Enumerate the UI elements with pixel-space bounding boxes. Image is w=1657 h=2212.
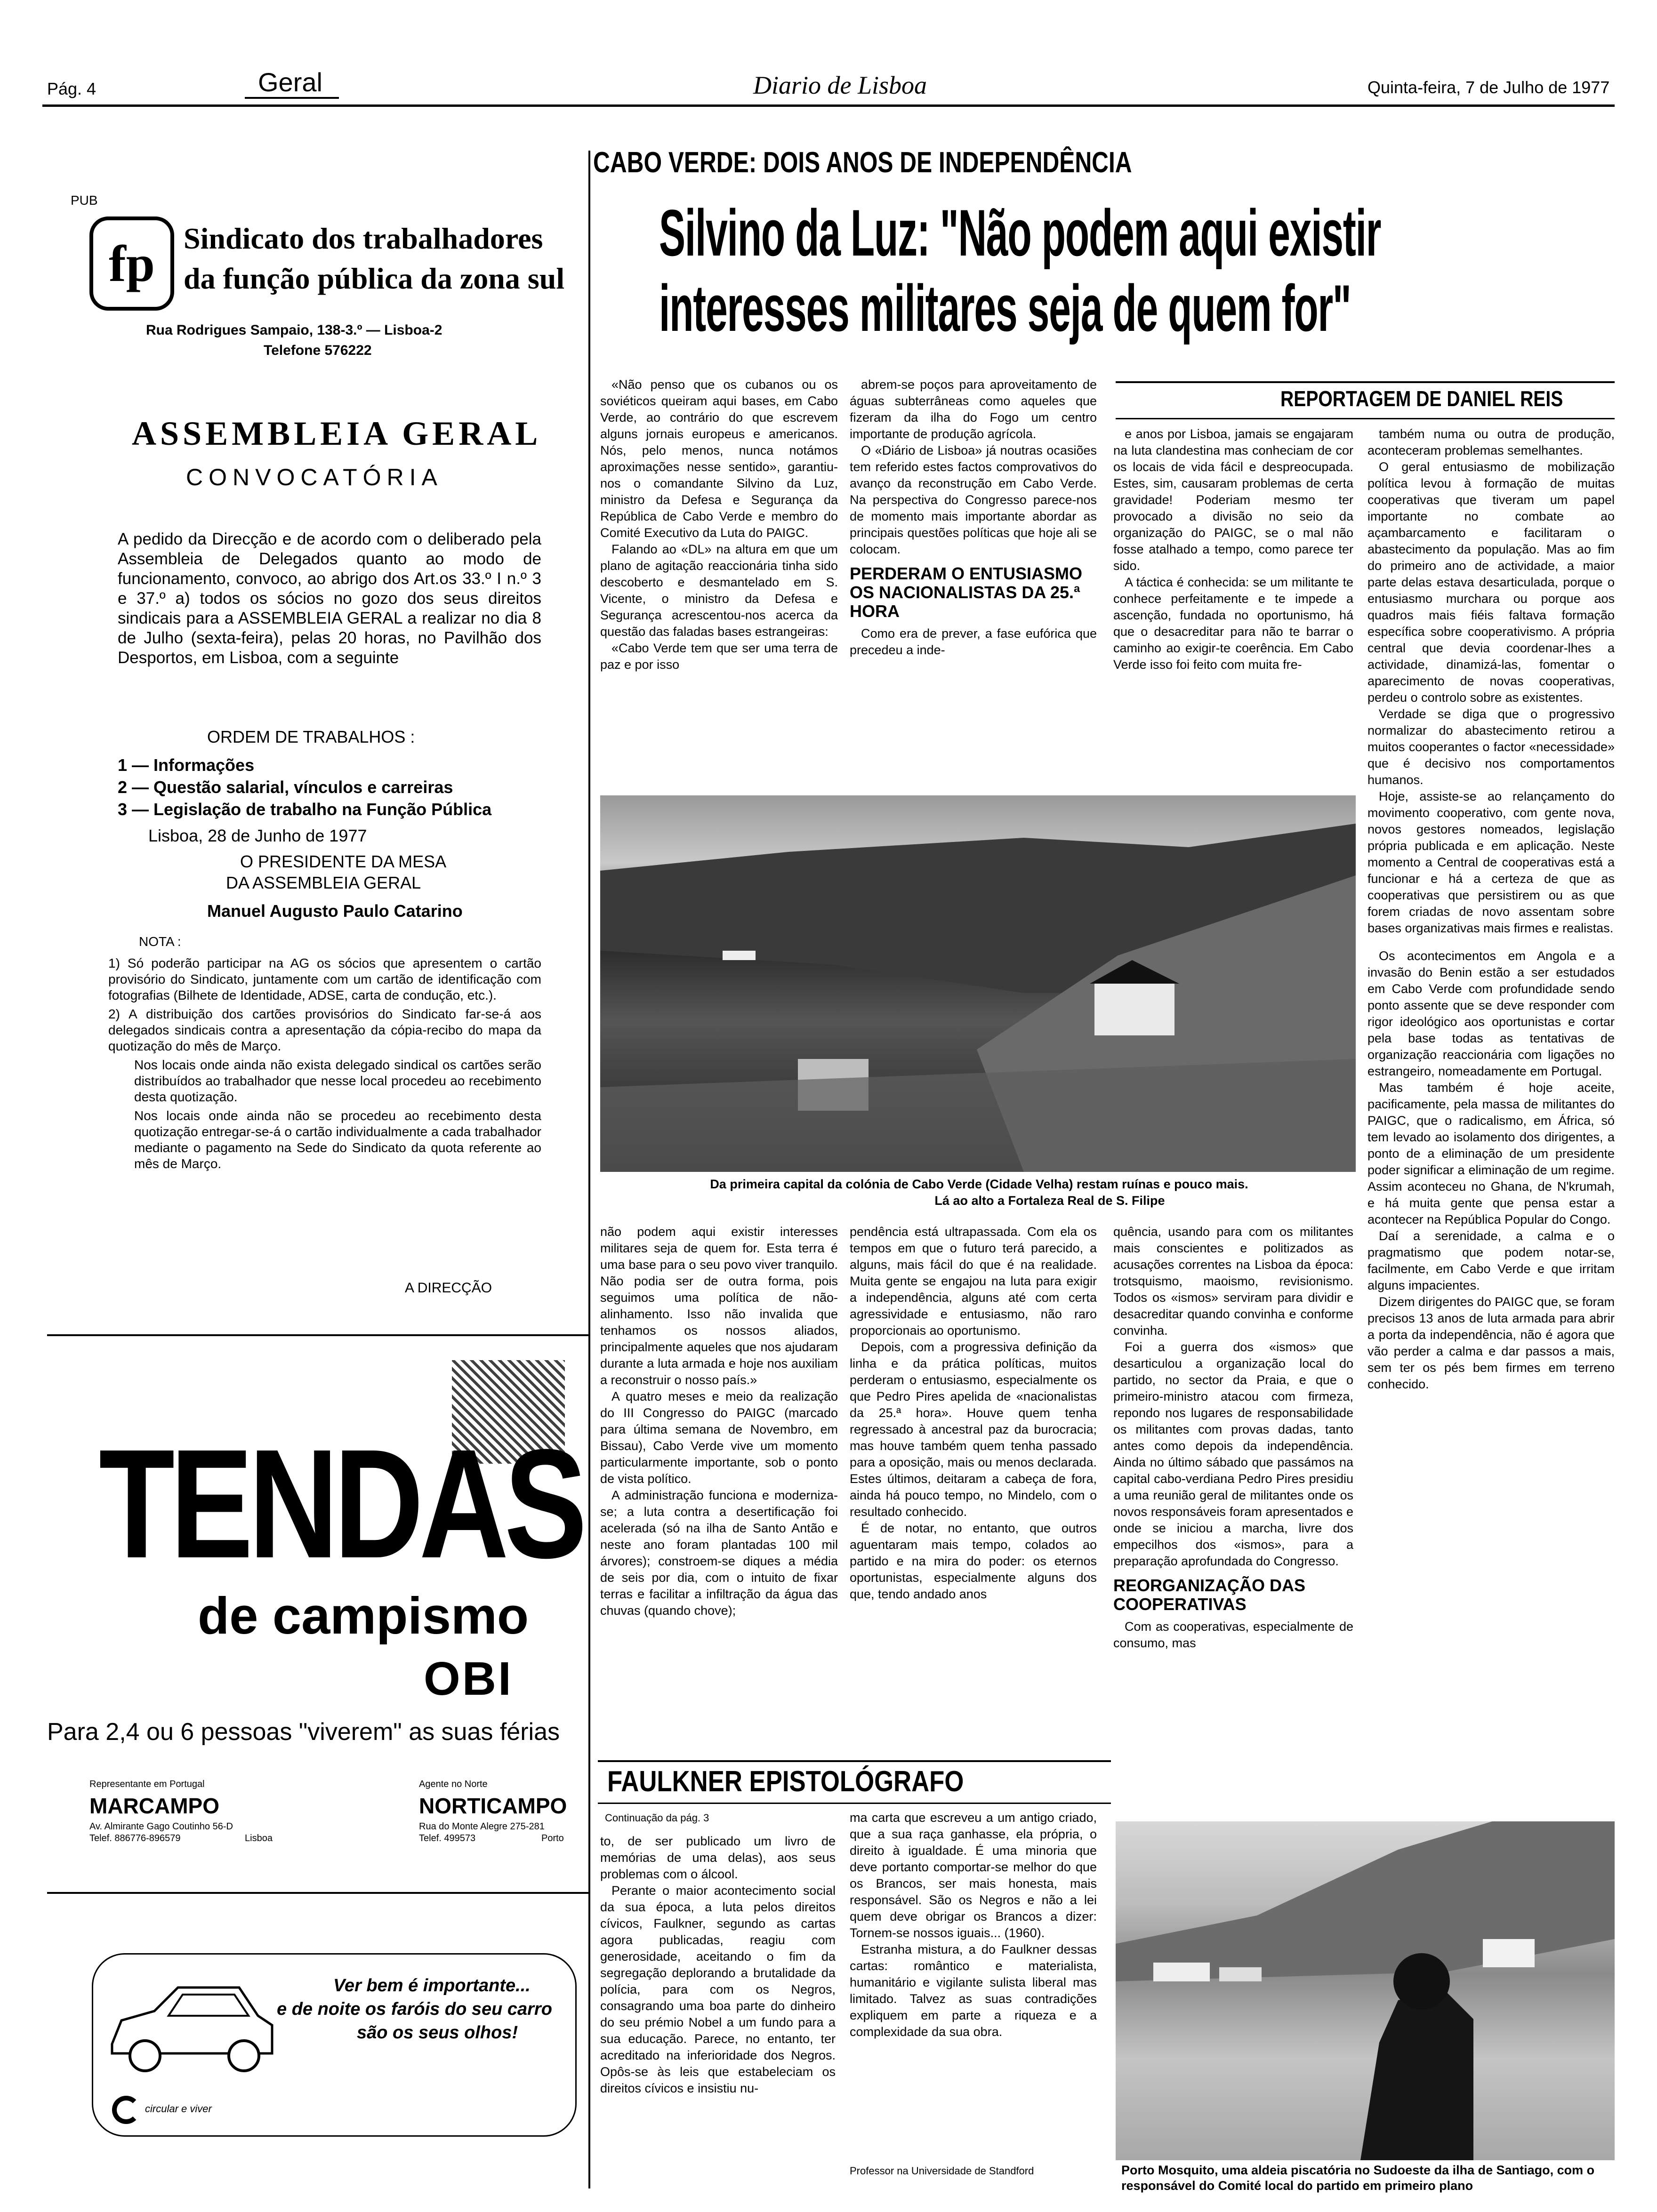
article-col2-top — [850, 377, 1097, 767]
col4-para-4: Hoje, assiste-se ao relançamento do movimento cooperativo, com gente nova, novos gestores nomeados, legislação própria publicada e em aplicação. Neste momento a Central de cooperativas está a funcionar e há a certeza de que as cooperativas que persistirem ou as que forem criadas de novo assentam sobre bases organizativas mais firmes e realistas. — [1367, 789, 1615, 935]
col4-para-7: Daí a serenidade, a calma e o pragmatismo que podem notar-se, facilmente, em Cabo Verde e que irritam alguns impacientes. — [1367, 1229, 1615, 1292]
photo-porto-mosquito-drawing — [1116, 1821, 1615, 2160]
photo-porto-mosquito — [1116, 1821, 1615, 2160]
faulkner-col1 — [600, 1833, 836, 2191]
rep-tel: Telef. 886776-896579 — [89, 1833, 181, 1843]
note-3: Nos locais onde ainda não exista delegado sindical os cartões serão distribuídos ao trabalhador que nesse local procedeu ao recebimento desta quotização. — [134, 1058, 541, 1104]
notes — [108, 955, 541, 1172]
article-col4 — [1367, 426, 1615, 1819]
signature: A DIRECÇÃO — [405, 1280, 492, 1296]
col4-para-6: Mas também é hoje aceite, pacificamente, pela massa de militantes do PAIGC, que o radicalismo, em África, só tem levado ao isolamento dos dirigentes, a ponto de a eliminação de um presidente poder significar a eliminação de um regime. Assim aconteceu no Ghana, de N'krumah, e há muita gente que pensa estar a acontecer na República Popular do Congo. — [1367, 1081, 1615, 1226]
section-underline — [245, 97, 339, 99]
col1-top-para-3: «Cabo Verde tem que ser uma terra de paz e por isso — [600, 641, 838, 672]
note-2: 2) A distribuição dos cartões provisórios do Sindicato far-se-á aos delegados sindicais contra a apresentação da cópia-recibo do mapa da quotização do mês de Março. — [108, 1007, 541, 1053]
ad-divider-2 — [47, 1892, 588, 1894]
col1-bottom-para-2: A quatro meses e meio da realização do III Congresso do PAIGC (marcado para última semana de Novembro, em Bissau), Cabo Verde vive um momento particularmente importante, sob o ponto de vista político. — [600, 1389, 838, 1486]
article-col1-top — [600, 377, 838, 767]
nota-label: NOTA : — [139, 934, 181, 949]
photo-porto-mosquito-caption: Porto Mosquito, uma aldeia piscatória no Sudoeste da ilha de Santiago, com o responsável do Comité local do partido em primeiro plano — [1121, 2163, 1595, 2193]
rep-city: Lisboa — [245, 1833, 273, 1843]
note-4: Nos locais onde ainda não se procedeu ao recebimento desta quotização entregar-se-á o cartão individualmente a cada trabalhador mediante o pagamento na Sede do Sindicato da quota referente ao mês de Março. — [134, 1108, 541, 1171]
faulkner-col2-para-1: ma carta que escreveu a um antigo criado, que a sua raça ganhasse, ela própria, o direito à igualdade. É uma minoria que deve portanto comportar-se melhor do que os Brancos, ser mais honesta, mais responsável. São os Negros e não a lei quem deve obrigar os Brancos a dizer: Tornem-se nossos iguais... (1960). — [850, 1811, 1097, 1940]
left-column-rule — [588, 151, 590, 2188]
col2-bottom-para-2: Depois, com a progressiva definição da linha e da prática políticas, muitos perderam o entusiasmo, especialmente os que Pedro Pires apelida de «nacionalistas da 25.ª hora». Houve quem tenha regressado à ancestral paz da burocracia; mas houve também quem tenha passado para a oposição, mais ou menos declarada. Estes últimos, deitaram a cabeça de fora, ainda há pouco tempo, no Mindelo, com o resultado conhecido. — [850, 1340, 1097, 1519]
byline-rule — [1116, 381, 1615, 383]
page-number: Pág. 4 — [47, 79, 97, 98]
col2-top-after: Como era de prever, a fase eufórica que precedeu a inde- — [850, 626, 1097, 657]
article-col3-bottom — [1113, 1224, 1353, 1817]
car-ad-line-1: Ver bem é importante... — [333, 1976, 531, 1996]
col2-top-para-2: O «Diário de Lisboa» já noutras ocasiões tem referido estes factos comprovativos do avanço da reconstrução em Cabo Verde. Na perspectiva do Congresso parece-nos de momento mais importante abordar as principais questões políticas que hoje ali se colocam. — [850, 443, 1097, 556]
car-ad-line-2: e de noite os faróis do seu carro — [277, 1999, 552, 2019]
article-col2-bottom — [850, 1224, 1097, 1793]
faulkner-continuation: Continuação da pág. 3 — [605, 1812, 709, 1824]
header-rule — [42, 104, 1615, 107]
section-name: Geral — [258, 67, 322, 97]
assembly-subtitle: CONVOCATÓRIA — [186, 464, 443, 490]
tent-tagline: Para 2,4 ou 6 pessoas "viverem" as suas férias — [47, 1718, 560, 1746]
tent-big-text: TENDAS — [99, 1417, 583, 1590]
col4-para-2: O geral entusiasmo de mobilização política levou à formação de muitas cooperativas que tiveram um papel importante no combate ao açambarcamento e facilitaram o abastecimento da população. Mas ao fim do primeiro ano de actividade, a maior parte delas estava desarticulada, porque o entusiasmo murchara ou porque aos quadros mais fiéis faltava formação específica sobre cooperativismo. A própria central que devia coordenar-lhes a actividade, dinamizá-las, fomentar o aparecimento de novas cooperativas, perdeu o controlo sobre as existentes. — [1367, 460, 1615, 705]
assembly-title: ASSEMBLEIA GERAL — [132, 415, 542, 452]
faulkner-col2-para-2: Estranha mistura, a do Faulkner dessas cartas: romântico e materialista, humanitário e vigilante sulista liberal mas limitado. Talvez as suas contradições expliquem em parte a riqueza e a complexidade da sua obra. — [850, 1942, 1097, 2039]
col3-bottom-after: Com as cooperativas, especialmente de consumo, mas — [1113, 1619, 1353, 1650]
union-address: Rua Rodrigues Sampaio, 138-3.º — Lisboa-2 — [146, 322, 442, 338]
col2-subhead: PERDERAM O ENTUSIASMO OS NACIONALISTAS DA 25.ª HORA — [850, 564, 1083, 621]
photo-cidade-velha-drawing — [600, 795, 1356, 1172]
fp-logo — [89, 216, 174, 311]
photo-cidade-velha-caption-1: Da primeira capital da colónia de Cabo Verde (Cidade Velha) restam ruínas e pouco mais. — [710, 1177, 1248, 1191]
col4-para-3: Verdade se diga que o progressivo normalizar do abastecimento retirou a muitos cooperantes o factor «necessidade» que é decisivo nos comportamentos humanos. — [1367, 707, 1615, 787]
car-ad-line-3: são os seus olhos! — [357, 2023, 518, 2043]
col1-top-para-2: Falando ao «DL» na altura em que um plano de agitação reaccionária tinha sido descoberto e desmantelado em S. Vicente, o ministro da Defesa e Segurança acrescentou-nos acerca da questão das faladas bases estrangeiras: — [600, 542, 838, 639]
col3-bottom-para-1: quência, usando para com os militantes mais conscientes e politizados as acusações correntes na Lisboa da época: trotsquismo, maoismo, revisionismo. Todos os «ismos» serviram para dividir e desacreditar quando convinha e conforme convinha. — [1113, 1225, 1353, 1338]
issue-date: Quinta-feira, 7 de Julho de 1977 — [1367, 78, 1610, 97]
col1-top-para-1: «Não penso que os cubanos ou os soviéticos queiram aqui bases, em Cabo Verde, ao contrário do que escrevem alguns jornais europeus e americanos. Nós, pelo menos, nunca notámos aproximações nesse sentido», garantiu-nos o comandante Silvino da Luz, ministro da Defesa e Segurança da República de Cabo Verde e membro do Comité Executivo da Luta do PAIGC. — [600, 377, 838, 540]
circular-logo-icon — [112, 2096, 140, 2124]
agenda-item-3: 3 — Legislação de trabalho na Função Pública — [118, 800, 492, 819]
car-ad — [92, 1953, 577, 2137]
agent-name: NORTICAMPO — [419, 1794, 567, 1818]
tent-brand: OBI — [424, 1652, 513, 1705]
byline-rule-2 — [1116, 418, 1615, 419]
article-col3-top — [1113, 426, 1353, 767]
photo-cidade-velha-caption-2: Lá ao alto a Fortaleza Real de S. Filipe — [934, 1194, 1165, 1208]
article-headline-2: interesses militares seja de quem for" — [659, 271, 1351, 345]
col4-para-5: Os acontecimentos em Angola e a invasão do Benin estão a ser estudados em Cabo Verde com profundidade sendo ponto assente que se deve responder com rigor ideológico aos oportunistas e cortar pela base todas as tentativas de organização reaccionária com ligações no estrangeiro, nomeadamente em Portugal. — [1367, 949, 1615, 1078]
agent-tel: Telef. 499573 — [419, 1833, 476, 1843]
col3-subhead: REORGANIZAÇÃO DAS COOPERATIVAS — [1113, 1576, 1306, 1614]
col2-bottom-para-1: pendência está ultrapassada. Com ela os tempos em que o futuro terá parecido, a alguns, mais fácil do que é na realidade. Muita gente se engajou na luta para exigir a independência, alguns até com certa agressividade e entusiasmo, não raro proporcionais ao oportunismo. — [850, 1225, 1097, 1338]
agenda-item-1: 1 — Informações — [118, 755, 255, 775]
union-ad — [71, 193, 565, 1299]
faulkner-title-rule — [598, 1803, 1111, 1804]
pub-label: PUB — [71, 193, 98, 208]
agenda-item-2: 2 — Questão salarial, vínculos e carreiras — [118, 777, 453, 797]
col1-bottom-para-3: A administração funciona e moderniza-se; a luta contra a desertificação foi acelerada (só na ilha de Santo Antão e neste ano foram plantadas 100 mil árvores); constroem-se diques a média de seis por dia, com o intuito de fixar terras e facilitar a infiltração da água das chuvas (quando chove); — [600, 1488, 838, 1618]
article-kicker: CABO VERDE: DOIS ANOS DE INDEPENDÊNCIA — [593, 146, 1132, 179]
union-phone: Telefone 576222 — [264, 343, 372, 358]
col2-bottom-para-3: É de notar, no entanto, que outros aguentaram mais tempo, colados ao partido e na mira do poder: os eternos oportunistas, especialmente alguns dos que, tendo andado anos — [850, 1521, 1097, 1601]
faulkner-top-rule — [598, 1760, 1111, 1762]
tent-sub-text: de campismo — [198, 1587, 529, 1645]
faulkner-col1-para-2: Perante o maior acontecimento social da sua época, a luta pelos direitos cívicos, Faulkner, segundo as cartas agora publicadas, reagiu com generosidade, aceitando o fim da segregação deplorando a brutalidade da polícia, para com os Negros, consagrando uma boa parte do dinheiro do seu prémio Nobel a um fundo para a sua educação. Parece, no entanto, ter acreditado na inferioridade dos Negros. Opôs-se às leis que estabeleciam os direitos cívicos e insistiu nu- — [600, 1883, 836, 2095]
president-line-2: DA ASSEMBLEIA GERAL — [226, 873, 421, 892]
rep-name: MARCAMPO — [89, 1794, 219, 1818]
article-col1-bottom — [600, 1224, 838, 1793]
circular-logo-text: circular e viver — [145, 2103, 212, 2115]
president-name: Manuel Augusto Paulo Catarino — [207, 901, 463, 921]
faulkner-col1-para-1: to, de ser publicado um livro de memórias de uma delas), aos seus problemas com o álcool. — [600, 1834, 836, 1881]
col3-top-para-1: e anos por Lisboa, jamais se engajaram na luta clandestina mas conheciam de cor os locais de vida fácil e despreocupada. Estes, sim, causaram problemas de certa gravidade! Poderiam mesmo ter provocado a divisão no seio da organização do PAIGC, se o mal não fosse atalhado a tempo, como parece ter sido. — [1113, 427, 1353, 573]
ad-divider-1 — [47, 1334, 588, 1336]
col4-para-8: Dizem dirigentes do PAIGC que, se foram precisos 13 anos de luta armada para abrir a porta da independência, não é agora que vão perder a calma e dar passos a mais, sem ter os pés bem firmes em terreno conhecido. — [1367, 1295, 1615, 1391]
col3-bottom-para-2: Foi a guerra dos «ismos» que desarticulou a organização local do partido, no sector da Praia, e que o primeiro-ministro atacou com firmeza, repondo nos lugares de responsabilidade os militantes com provas dadas, tanto antes como depois da independência. Ainda no último sábado que passámos na capital cabo-verdiana Pedro Pires presidiu a uma reunião geral de militantes onde os novos responsáveis foram apresentados e onde se iniciou a marcha, livre dos empecilhos dos «ismos», para a preparação aprofundada do Congresso. — [1113, 1340, 1353, 1568]
masthead: Diario de Lisboa — [753, 71, 927, 99]
agent-label: Agente no Norte — [419, 1779, 488, 1789]
car-illustration — [103, 1973, 282, 2082]
byline: REPORTAGEM DE DANIEL REIS — [1280, 386, 1563, 411]
faulkner-footnote: Professor na Universidade de Standford — [850, 2165, 1034, 2177]
assembly-body: A pedido da Direcção e de acordo com o deliberado pela Assembleia de Delegados quanto ao modo de funcionamento, convoco, ao abrigo dos Art.os 33.º I n.º 3 e 37.º a) todos os sócios no gozo dos seus direitos sindicais para a ASSEMBLEIA GERAL a realizar no dia 8 de Julho (sexta-feira), pelas 20 horas, no Pavilhão dos Desportos, em Lisboa, com a seguinte — [118, 530, 541, 667]
union-name-1: Sindicato dos trabalhadores — [184, 222, 543, 255]
agent-address: Rua do Monte Alegre 275-281 — [419, 1821, 545, 1832]
page-header — [0, 0, 1657, 108]
photo-cidade-velha — [600, 795, 1356, 1172]
rep-label: Representante em Portugal — [89, 1779, 205, 1789]
president-line-1: O PRESIDENTE DA MESA — [240, 852, 447, 871]
faulkner-title: FAULKNER EPISTOLÓGRAFO — [607, 1765, 964, 1798]
agent-city: Porto — [541, 1833, 564, 1843]
col4-para-1: também numa ou outra de produção, aconteceram problemas semelhantes. — [1367, 427, 1615, 457]
agenda-title: ORDEM DE TRABALHOS : — [207, 727, 415, 746]
col3-top-para-2: A táctica é conhecida: se um militante te conhece perfeitamente e te impede a ascenção, fundada no oportunismo, há que o desacreditar para não te barrar o caminho ao exigir-te coerência. Em Cabo Verde isso foi feito com muita fre- — [1113, 575, 1353, 672]
union-name-2: da função pública da zona sul — [184, 262, 565, 295]
note-1: 1) Só poderão participar na AG os sócios que apresentem o cartão provisório do Sindicato, juntamente com um cartão de identificação com fotografias (Bilhete de Identidade, ADSE, carta de condução, etc.). — [108, 956, 541, 1002]
place-date: Lisboa, 28 de Junho de 1977 — [148, 826, 367, 845]
col2-top-para-1: abrem-se poços para aproveitamento de águas subterrâneas como aqueles que fizeram da ilha do Fogo um centro importante de produção agrícola. — [850, 377, 1097, 441]
col1-bottom-para-1: não podem aqui existir interesses militares seja de quem for. Esta terra é uma base para o seu povo viver tranquilo. Não podia ser de outra forma, pois seguimos uma política de não-alinhamento. Isso não invalida que tenhamos os nossos aliados, principalmente aqueles que nos ajudaram durante a luta armada e hoje nos auxiliam a reconstruir o nosso país.» — [600, 1225, 838, 1387]
fp-logo-text: fp — [109, 234, 155, 292]
rep-address: Av. Almirante Gago Coutinho 56-D — [89, 1821, 233, 1832]
tent-ad — [47, 1341, 588, 1868]
faulkner-col2 — [850, 1810, 1097, 2148]
article-headline-1: Silvino da Luz: "Não podem aqui existir — [659, 196, 1381, 270]
